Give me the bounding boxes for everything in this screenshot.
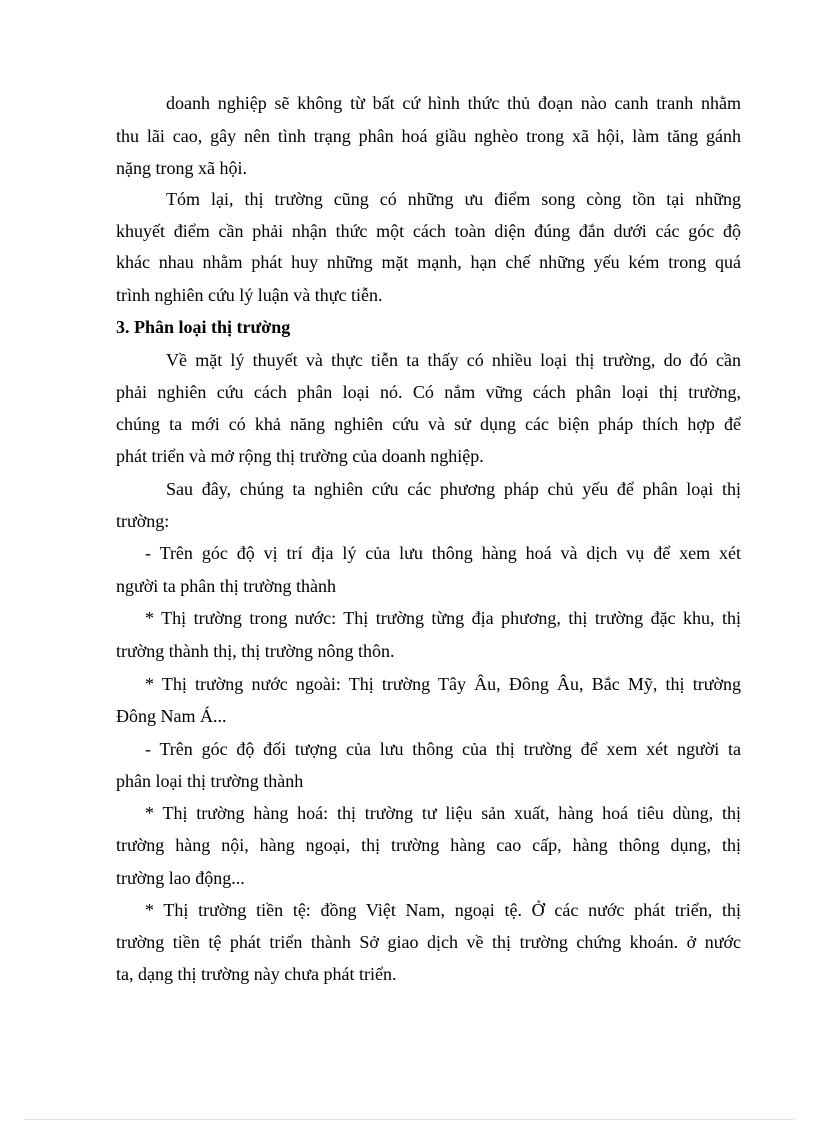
text-line: - Trên góc độ đối tượng của lưu thông của thị trường để xem xét người ta: [145, 739, 741, 759]
text-line: trường tiền tệ phát triển thành Sở giao dịch về thị trường chứng khoán. ở nước: [116, 932, 741, 952]
text-line: phân loại thị trường thành: [116, 771, 304, 791]
text-line: người ta phân thị trường thành: [116, 576, 337, 596]
text-line: trường hàng nội, hàng ngoại, thị trường hàng cao cấp, hàng thông dụng, thị: [116, 835, 741, 855]
text-line: trường lao động...: [116, 868, 245, 888]
text-line: - Trên góc độ vị trí địa lý của lưu thông hàng hoá và dịch vụ để xem xét: [145, 543, 741, 563]
text-line: phát triển và mở rộng thị trường của doanh nghiệp.: [116, 446, 484, 466]
text-line: khuyết điểm cần phải nhận thức một cách toàn diện đúng đắn dưới các góc độ: [116, 221, 741, 241]
text-line: phải nghiên cứu cách phân loại nó. Có nắm vững cách phân loại thị trường,: [116, 382, 741, 402]
text-line: Đông Nam Á...: [116, 706, 227, 726]
page-border-divider: [25, 1119, 794, 1120]
text-line: Về mặt lý thuyết và thực tiễn ta thấy có nhiều loại thị trường, do đó cần: [166, 350, 741, 370]
text-line: * Thị trường tiền tệ: đồng Việt Nam, ngoại tệ. Ở các nước phát triển, thị: [145, 900, 741, 920]
text-line: Tóm lại, thị trường cũng có những ưu điểm song còng tồn tại những: [166, 189, 741, 209]
text-line: ta, dạng thị trường này chưa phát triển.: [116, 964, 397, 984]
text-line: chúng ta mới có khả năng nghiên cứu và sử dụng các biện pháp thích hợp để: [116, 414, 741, 434]
text-line: trường:: [116, 511, 170, 531]
text-line: * Thị trường trong nước: Thị trường từng địa phương, thị trường đặc khu, thị: [145, 608, 741, 628]
text-line: * Thị trường nước ngoài: Thị trường Tây Âu, Đông Âu, Bắc Mỹ, thị trường: [145, 674, 741, 694]
text-line: thu lãi cao, gây nên tình trạng phân hoá giầu nghèo trong xã hội, làm tăng gánh: [116, 126, 741, 146]
section-heading: 3. Phân loại thị trường: [116, 317, 291, 337]
text-line: Sau đây, chúng ta nghiên cứu các phương pháp chủ yếu để phân loại thị: [166, 479, 741, 499]
text-line: trình nghiên cứu lý luận và thực tiễn.: [116, 285, 383, 305]
text-line: * Thị trường hàng hoá: thị trường tư liệu sản xuất, hàng hoá tiêu dùng, thị: [145, 803, 741, 823]
text-line: doanh nghiệp sẽ không từ bất cứ hình thức thủ đoạn nào canh tranh nhằm: [166, 93, 741, 113]
text-line: khác nhau nhằm phát huy những mặt mạnh, hạn chế những yếu kém trong quá: [116, 252, 741, 272]
text-line: trường thành thị, thị trường nông thôn.: [116, 641, 395, 661]
text-line: nặng trong xã hội.: [116, 158, 247, 178]
